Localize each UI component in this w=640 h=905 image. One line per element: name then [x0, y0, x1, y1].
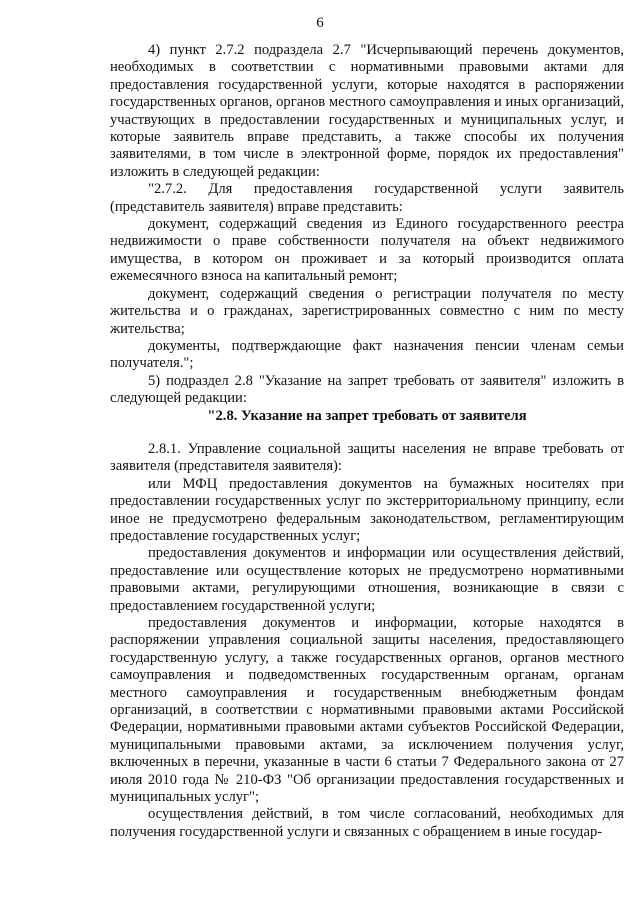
- page-number: 6: [316, 15, 324, 31]
- document-body: [110, 42, 624, 841]
- paragraph-egrn-document: документ, содержащий сведения из Единого государственного реестра недвижимости о праве собственности получателя на объект недвижимого имущества, в котором он проживает и за который производится оплата ежемесячного взноса на капитальный ремонт;: [110, 216, 624, 285]
- paragraph-item-5: 5) подраздел 2.8 "Указание на запрет требовать от заявителя" изложить в следующей редакции:: [110, 372, 624, 407]
- paragraph-2-7-2-intro: "2.7.2. Для предоставления государственной услуги заявитель (представитель заявителя) вправе представить:: [110, 181, 624, 215]
- paragraph-item-4: 4) пункт 2.7.2 подраздела 2.7 "Исчерпывающий перечень документов, необходимых в соответствии с нормативными правовыми актами для предоставления государственной услуги, которые находятся в распоряжении государственных органов, органов местного самоуправления и иных организаций, участвующих в предоставлении государственных и муниципальных услуг, и которые заявитель вправе представить, а также способы их получения заявителями, в том числе в электронной форме, порядок их предоставления" изложить в следующей редакции:: [110, 42, 624, 180]
- paragraph-2-8-1: 2.8.1. Управление социальной защиты населения не вправе требовать от заявителя (представителя заявителя):: [110, 440, 624, 475]
- paragraph-mfc-paper-documents: или МФЦ предоставления документов на бумажных носителях при предоставлении государственных услуг по экстерриториальному принципу, если иное не предусмотрено федеральным законодательством, регламентирующим предоставление государственных услуг;: [110, 475, 624, 544]
- paragraph-registration-document: документ, содержащий сведения о регистрации получателя по месту жительства и о гражданах, зарегистрированных совместно с ним по месту жительства;: [110, 285, 624, 337]
- section-heading-2-8: "2.8. Указание на запрет требовать от заявителя: [207, 407, 527, 424]
- paragraph-approvals: осуществления действий, в том числе согласований, необходимых для получения государственной услуги и связанных с обращением в иные государ-: [110, 806, 624, 840]
- paragraph-pension-documents: документы, подтверждающие факт назначения пенсии членам семьи получателя.";: [110, 337, 624, 372]
- paragraph-not-required-actions: предоставления документов и информации или осуществления действий, предоставление или осуществление которых не предусмотрено нормативными правовыми актами, регулирующими отношения, возникающие в связи с предоставлением государственной услуги;: [110, 545, 624, 614]
- paragraph-documents-in-possession: предоставления документов и информации, которые находятся в распоряжении управления социальной защиты населения, предоставляющего государственную услугу, а также государственных органов, органов местного самоуправления и подведомственных государственным органам, органам местного самоуправления и государственным внебюджетным фондам организаций, в соответствии с нормативными правовыми актами Российской Федерации, нормативными правовыми актами субъектов Российской Федерации, муниципальными правовыми актами, за исключением получения услуг, включенных в перечни, указанные в части 6 статьи 7 Федерального закона от 27 июля 2010 года № 210-ФЗ "Об организации предоставления государственных и муниципальных услуг";: [110, 615, 624, 806]
